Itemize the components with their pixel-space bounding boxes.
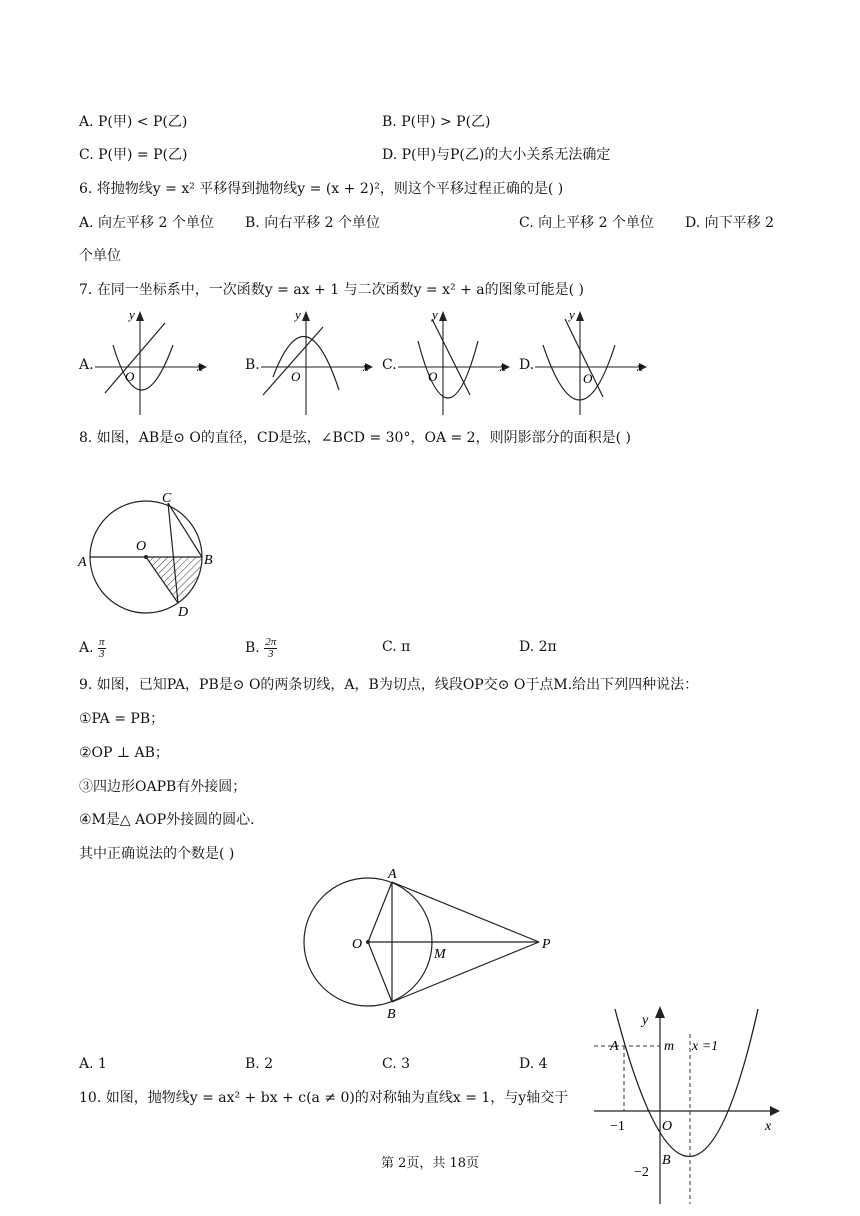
q10-stem: 10. 如图，抛物线y = ax² + bx + c(a ≠ 0)的对称轴为直线x = 1，与y轴交于 (79, 1090, 569, 1106)
q5-option-c: C. P(甲) = P(乙) (79, 147, 188, 163)
q9-option-b: B. 2 (245, 1056, 274, 1072)
symmetry-axis-label: x =1 (692, 1039, 719, 1054)
x-axis-label: x (637, 359, 643, 374)
x-axis-label: x (363, 359, 369, 374)
point-d-label: D (178, 605, 189, 618)
q9-statement-2: ②OP ⊥ AB； (79, 745, 169, 761)
q7-stem: 7. 在同一坐标系中，一次函数y = ax + 1 与二次函数y = x² + a的图象可能是( ) (79, 282, 584, 298)
q7-graph-d (535, 305, 655, 417)
q6-option-a: A. 向左平移 2 个单位 (79, 215, 214, 231)
q8-option-a: A. $\frac{\pi}{3}$ (79, 635, 105, 660)
neg-two-label: −2 (634, 1165, 649, 1180)
q10-parabola-figure (590, 1004, 786, 1216)
point-b-label: B (387, 1007, 396, 1022)
origin-label: O (583, 371, 593, 386)
y-axis-label: y (295, 307, 301, 322)
q7-label-a: A. (79, 357, 94, 373)
origin-label: O (125, 369, 135, 384)
q6-option-b: B. 向右平移 2 个单位 (245, 215, 380, 231)
point-a-label: A (78, 555, 87, 570)
page-footer: 第 2页，共 18页 (380, 1156, 480, 1171)
q9-option-d: D. 4 (519, 1056, 548, 1072)
q6-option-d: D. 向下平移 2 (685, 215, 774, 231)
q8-option-c: C. π (382, 639, 411, 655)
q9-option-c: C. 3 (382, 1056, 411, 1072)
point-m-label: M (434, 947, 446, 962)
q9-statement-4: ④M是△ AOP外接圆的圆心． (79, 812, 265, 828)
q8-option-b: B. $\frac{2\pi}{3}$ (245, 635, 277, 660)
q8-stem: 8. 如图，AB是⊙ O的直径，CD是弦，∠BCD = 30°，OA = 2，则阴影部分的面积是( ) (79, 430, 631, 446)
q7-graph-c (398, 305, 518, 417)
x-axis-label: x (765, 1119, 772, 1134)
q9-stem: 9. 如图，已知PA，PB是⊙ O的两条切线，A，B为切点，线段OP交⊙ O于点M.给出下列四种说法： (79, 677, 699, 693)
q8-option-d: D. 2π (519, 639, 557, 655)
q7-label-b: B. (245, 357, 260, 373)
q8-circle-figure (74, 488, 224, 618)
q7-graph-a (95, 305, 215, 417)
q9-statement-3: ③四边形OAPB有外接圆； (79, 779, 247, 795)
m-label: m (664, 1039, 675, 1054)
point-o-label: O (352, 937, 363, 952)
y-axis-label: y (569, 307, 575, 322)
point-o-label: O (136, 539, 147, 554)
point-b-label: B (662, 1153, 671, 1168)
point-p-label: P (542, 937, 551, 952)
origin-label: O (428, 369, 438, 384)
q7-graph-b (261, 305, 381, 417)
q9-question: 其中正确说法的个数是( ) (79, 846, 235, 862)
q9-statement-1: ①PA = PB； (79, 711, 165, 727)
q5-option-a: A. P(甲) < P(乙) (79, 114, 188, 130)
q5-option-d: D. P(甲)与P(乙)的大小关系无法确定 (382, 147, 611, 163)
point-b-label: B (204, 553, 213, 568)
point-a-label: A (388, 867, 397, 882)
q6-option-c: C. 向上平移 2 个单位 (519, 215, 654, 231)
x-axis-label: x (197, 359, 203, 374)
point-a-label: A (610, 1039, 619, 1054)
origin-label: O (291, 369, 301, 384)
point-c-label: C (162, 491, 172, 506)
q7-label-c: C. (382, 357, 397, 373)
neg-one-label: −1 (610, 1119, 625, 1134)
q5-option-b: B. P(甲) > P(乙) (382, 114, 491, 130)
q7-label-d: D. (519, 357, 535, 373)
q9-tangent-figure (300, 864, 570, 1024)
origin-label: O (662, 1119, 673, 1134)
q9-option-a: A. 1 (79, 1056, 107, 1072)
q6-option-d-continued: 个单位 (79, 248, 121, 264)
y-axis-label: y (129, 307, 135, 322)
y-axis-label: y (642, 1013, 649, 1028)
x-axis-label: x (500, 359, 506, 374)
y-axis-label: y (432, 307, 438, 322)
q6-stem: 6. 将抛物线y = x² 平移得到抛物线y = (x + 2)²，则这个平移过程正确的是( ) (79, 181, 564, 197)
